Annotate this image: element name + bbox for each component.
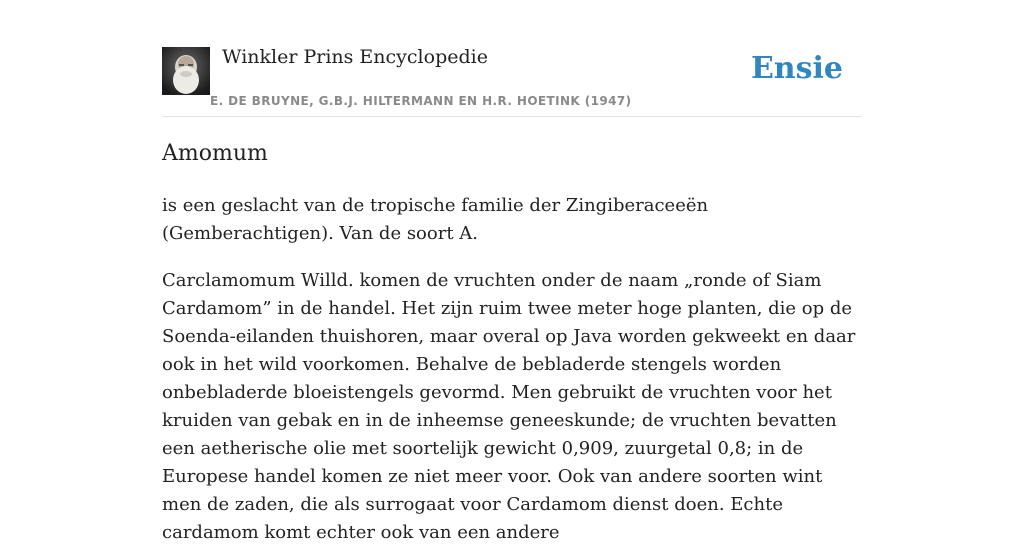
source-title[interactable]: Winkler Prins Encyclopedie <box>222 46 488 68</box>
ensie-logo[interactable]: Ensie <box>750 51 843 86</box>
article-title: Amomum <box>162 141 268 166</box>
source-header <box>162 46 862 117</box>
author-avatar-icon <box>162 47 210 95</box>
authors-line: E. DE BRUYNE, G.B.J. HILTERMANN EN H.R. HOETINK (1947) <box>210 94 632 108</box>
article-paragraph: is een geslacht van de tropische familie der Zingiberaceeën (Gemberachtigen). Van de soort A. <box>162 195 709 244</box>
article-paragraph: Carclamomum Willd. komen de vruchten onder de naam „ronde of Siam Cardamom” in de handel. Het zijn ruim twee meter hoge planten, die op de Soenda-eilanden thuishoren, maar overal op Java worden gekweekt en daar ook in het wild voorkomen. Behalve de bebladerde stengels worden onbebladerde bloeistengels gevormd. Men gebruikt de vruchten voor het kruiden van gebak en in de inheemse geneeskunde; de vruchten bevatten een aetherische olie met soortelijk gewicht 0,909, zuurgetal 0,8; in de Europese handel komen ze niet meer voor. Ook van andere soorten wint men de zaden, die als surrogaat voor Cardamom dienst doen. Echte cardamom komt echter ook van een andere <box>162 270 856 543</box>
article <box>162 138 864 547</box>
author-portrait-icon <box>162 47 210 95</box>
